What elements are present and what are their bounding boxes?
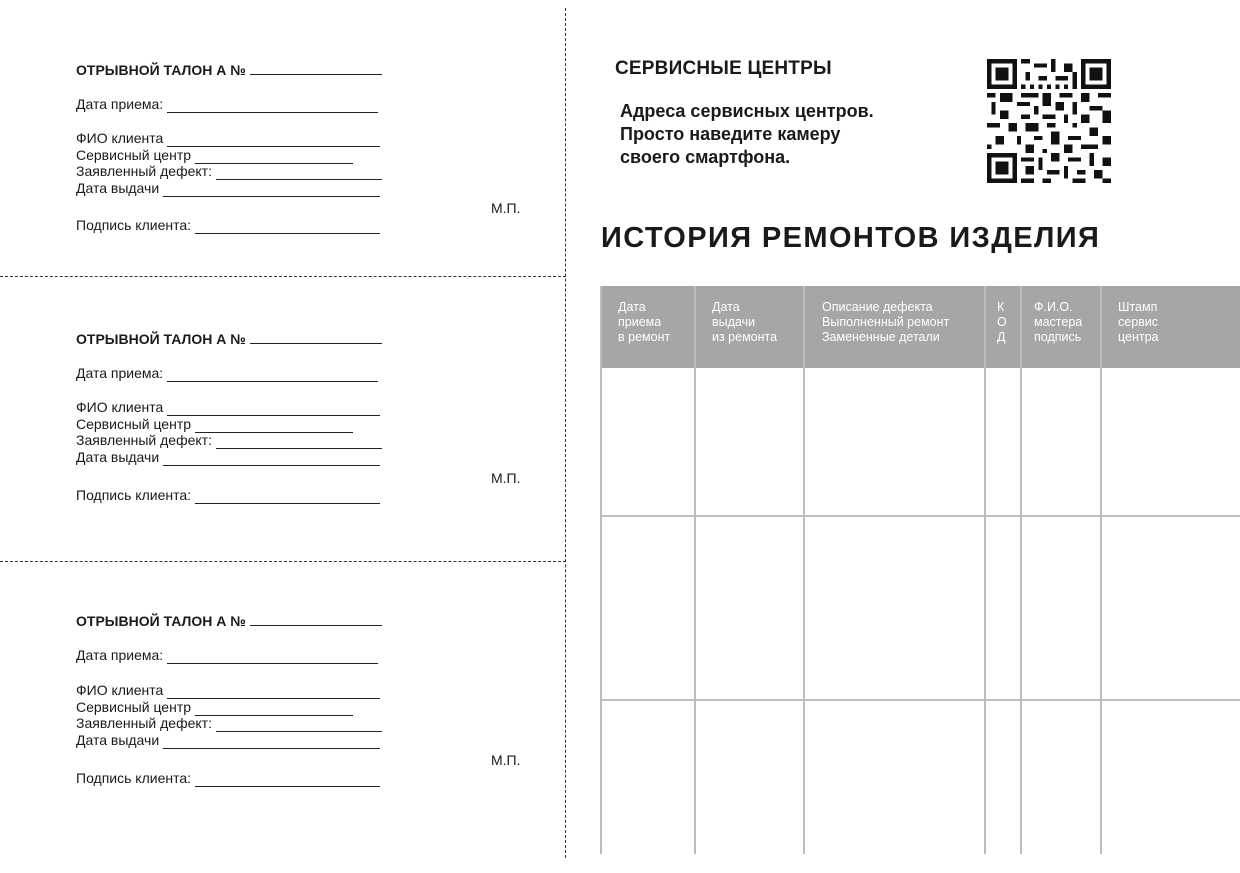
column-header-date-issued: Дата выдачи из ремонта xyxy=(695,286,804,368)
date-issued-field: Дата выдачи xyxy=(76,449,380,466)
service-center-field: Сервисный центр xyxy=(76,147,353,164)
column-header-service-stamp: Штамп сервис центра xyxy=(1101,286,1240,368)
stamp-place-label: М.П. xyxy=(491,752,521,768)
client-signature-field: Подпись клиента: xyxy=(76,217,380,234)
qr-code-icon[interactable] xyxy=(987,59,1111,183)
service-center-field: Сервисный центр xyxy=(76,699,353,716)
service-centers-text-line: Адреса сервисных центров. xyxy=(620,101,874,121)
client-signature-field: Подпись клиента: xyxy=(76,487,380,504)
stamp-place-label: М.П. xyxy=(491,470,521,486)
tear-off-coupon xyxy=(76,62,536,262)
date-received-field: Дата приема: xyxy=(76,365,378,382)
coupon-title: ОТРЫВНОЙ ТАЛОН А № xyxy=(76,62,382,79)
vertical-cut-line xyxy=(565,8,566,858)
declared-defect-field: Заявленный дефект: xyxy=(76,715,382,732)
stamp-place-label: М.П. xyxy=(491,200,521,216)
date-issued-field: Дата выдачи xyxy=(76,180,380,197)
column-header-date-received: Дата приема в ремонт xyxy=(600,286,695,368)
column-header-master-signature: Ф.И.О. мастера подпись xyxy=(1021,286,1101,368)
table-column-divider xyxy=(1020,286,1022,854)
service-centers-text-line: своего смартфона. xyxy=(620,147,791,167)
table-column-divider xyxy=(1100,286,1102,854)
horizontal-cut-line xyxy=(0,276,566,277)
table-column-divider xyxy=(694,286,696,854)
service-center-field: Сервисный центр xyxy=(76,416,353,433)
column-header-code: К О Д xyxy=(985,286,1021,368)
service-centers-title: СЕРВИСНЫЕ ЦЕНТРЫ xyxy=(615,58,832,79)
horizontal-cut-line xyxy=(0,561,566,562)
table-column-divider xyxy=(803,286,805,854)
client-name-field: ФИО клиента xyxy=(76,130,380,147)
service-centers-text-line: Просто наведите камеру xyxy=(620,124,841,144)
declared-defect-field: Заявленный дефект: xyxy=(76,163,382,180)
declared-defect-field: Заявленный дефект: xyxy=(76,432,382,449)
column-header-defect-description: Описание дефекта Выполненный ремонт Замененные детали xyxy=(804,286,985,368)
client-signature-field: Подпись клиента: xyxy=(76,770,380,787)
table-column-divider xyxy=(600,286,602,854)
table-row-divider xyxy=(600,515,1240,517)
table-row-divider xyxy=(600,699,1240,701)
date-issued-field: Дата выдачи xyxy=(76,732,380,749)
table-column-divider xyxy=(984,286,986,854)
date-received-field: Дата приема: xyxy=(76,96,378,113)
client-name-field: ФИО клиента xyxy=(76,682,380,699)
coupon-title: ОТРЫВНОЙ ТАЛОН А № xyxy=(76,613,382,630)
date-received-field: Дата приема: xyxy=(76,647,378,664)
coupon-title: ОТРЫВНОЙ ТАЛОН А № xyxy=(76,331,382,348)
client-name-field: ФИО клиента xyxy=(76,399,380,416)
tear-off-coupon xyxy=(76,331,536,531)
repair-history-title: ИСТОРИЯ РЕМОНТОВ ИЗДЕЛИЯ xyxy=(601,222,1101,254)
tear-off-coupon xyxy=(76,613,536,813)
repair-history-table xyxy=(600,286,1240,854)
